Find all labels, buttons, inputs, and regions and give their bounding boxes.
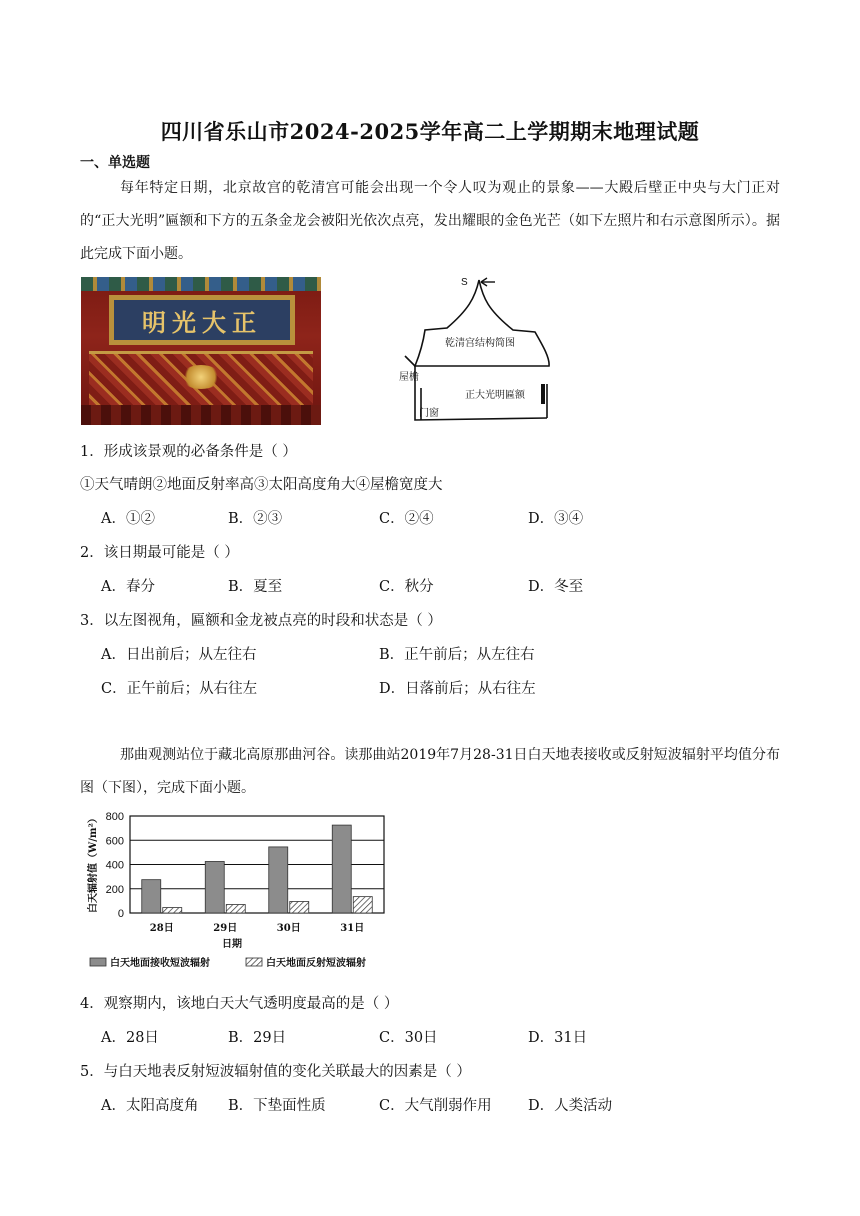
section-heading: 一、单选题 [80, 155, 150, 171]
chart-legend-swatch-received [90, 958, 106, 966]
diagram-door-label: 门窗 [419, 408, 439, 419]
diagram-plaque-label: 正大光明匾额 [465, 390, 525, 401]
q4-option-c[interactable]: C．30日 [379, 1030, 438, 1046]
chart-bar-reflected [353, 897, 372, 913]
chart-bar-received [205, 861, 224, 913]
diagram-structure-label: 乾清宫结构简图 [445, 338, 515, 349]
q4-option-b[interactable]: B．29日 [228, 1030, 287, 1046]
chart-bar-reflected [163, 908, 182, 913]
chart-legend-swatch-reflected [246, 958, 262, 966]
chart-x-axis-label: 日期 [222, 939, 242, 950]
q5-option-b[interactable]: B．下垫面性质 [228, 1098, 326, 1114]
photo-eave [81, 405, 321, 425]
q2-option-b[interactable]: B．夏至 [228, 579, 283, 595]
palace-structure-diagram [395, 270, 560, 430]
plaque-photo [81, 277, 321, 425]
passage-2: 那曲观测站位于藏北高原那曲河谷。读那曲站2019年7月28-31日白天地表接收或反射短波辐射平均值分布图（下图），完成下面小题。 [80, 747, 780, 796]
chart-bar-received [142, 880, 161, 913]
q1-option-b[interactable]: B．②③ [228, 511, 283, 527]
q1-conditions: ①天气晴朗②地面反射率高③太阳高度角大④屋檐宽度大 [80, 477, 443, 493]
q1-option-c[interactable]: C．②④ [379, 511, 434, 527]
chart-legend-label-reflected: 白天地面反射短波辐射 [266, 958, 366, 969]
q2-stem: 2．该日期最可能是（ ） [80, 545, 239, 561]
chart-bar-received [332, 825, 351, 913]
chart-y-axis-label: 白天辐射值（W/m²） [88, 813, 99, 913]
q1-option-a[interactable]: A．①② [101, 511, 155, 527]
q1-stem: 1．形成该景观的必备条件是（ ） [80, 444, 297, 460]
chart-y-tick-label: 600 [105, 835, 124, 848]
photo-beam-decoration [81, 277, 321, 291]
chart-y-tick-label: 0 [117, 908, 124, 920]
diagram-eave-label: 屋檐 [399, 372, 419, 383]
q3-option-b[interactable]: B．正午前后；从左往右 [379, 647, 535, 663]
chart-bar-reflected [226, 905, 245, 913]
q5-option-a[interactable]: A．太阳高度角 [101, 1098, 199, 1114]
q5-option-c[interactable]: C．大气削弱作用 [379, 1098, 492, 1114]
q4-stem: 4．观察期内，该地白天大气透明度最高的是（ ） [80, 996, 399, 1012]
photo-plaque [109, 295, 295, 345]
photo-plaque-text: 明光大正 [142, 307, 262, 337]
photo-golden-dragon [181, 365, 221, 389]
chart-y-tick-label: 200 [105, 883, 124, 896]
chart-bar-received [269, 847, 288, 913]
q1-option-d[interactable]: D．③④ [528, 511, 584, 527]
q2-option-c[interactable]: C．秋分 [379, 579, 434, 595]
chart-x-tick-label: 28日 [149, 923, 174, 934]
passage-1: 每年特定日期，北京故宫的乾清宫可能会出现一个令人叹为观止的景象——大殿后壁正中央与大门正对的“正大光明”匾额和下方的五条金龙会被阳光依次点亮，发出耀眼的金色光芒（如下左照片和右示意图所示）。据此完成下面小题。 [80, 180, 780, 262]
q4-option-d[interactable]: D．31日 [528, 1030, 588, 1046]
diagram-south-label: S [461, 277, 468, 288]
radiation-chart [82, 806, 392, 976]
q2-option-d[interactable]: D．冬至 [528, 579, 584, 595]
chart-y-tick-label: 400 [105, 859, 124, 872]
chart-bar-reflected [290, 901, 309, 913]
q5-stem: 5．与白天地表反射短波辐射值的变化关联最大的因素是（ ） [80, 1064, 471, 1080]
radiation-chart-svg [82, 806, 392, 976]
q4-option-a[interactable]: A．28日 [101, 1030, 159, 1046]
chart-x-tick-label: 29日 [213, 923, 238, 934]
q5-option-d[interactable]: D．人类活动 [528, 1098, 613, 1114]
q3-option-d[interactable]: D．日落前后；从右往左 [379, 681, 536, 697]
q3-option-a[interactable]: A．日出前后；从左往右 [101, 647, 257, 663]
chart-legend-label-received: 白天地面接收短波辐射 [110, 958, 210, 969]
document-title: 四川省乐山市2024-2025学年高二上学期期末地理试题 [160, 119, 700, 144]
q2-option-a[interactable]: A．春分 [101, 579, 155, 595]
q3-option-c[interactable]: C．正午前后；从右往左 [101, 681, 258, 697]
chart-y-tick-label: 800 [105, 811, 124, 823]
chart-x-tick-label: 30日 [276, 923, 301, 934]
chart-x-tick-label: 31日 [340, 923, 365, 934]
q3-stem: 3．以左图视角，匾额和金龙被点亮的时段和状态是（ ） [80, 613, 442, 629]
